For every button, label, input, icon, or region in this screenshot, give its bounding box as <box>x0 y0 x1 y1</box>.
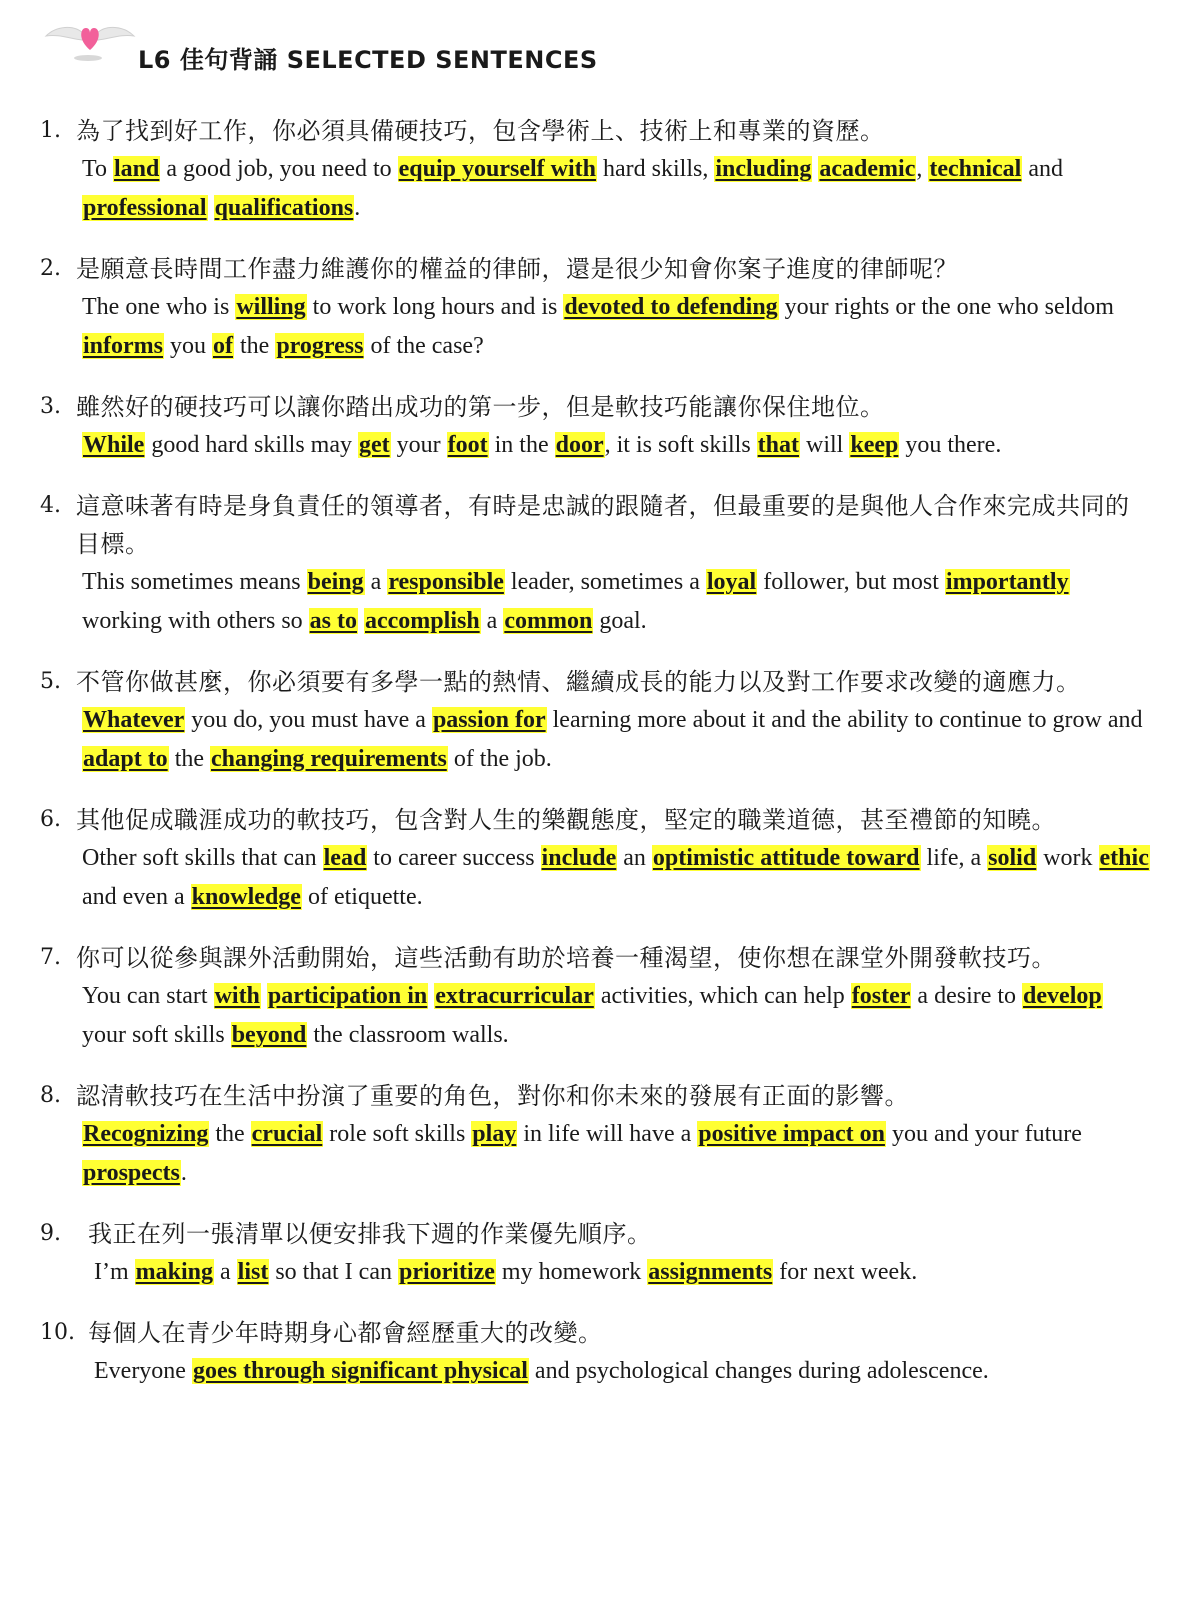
sentence-item <box>40 663 1150 779</box>
highlighted-vocabulary: goes through significant physical <box>192 1358 528 1384</box>
sentence-number: 1. <box>40 118 61 143</box>
sentence-text: the <box>209 1121 251 1147</box>
sentence-text: your rights or the one who seldom <box>778 294 1114 320</box>
sentence-text: the <box>234 333 276 359</box>
highlighted-vocabulary: passion for <box>432 707 546 733</box>
sentence-text: , <box>916 156 929 182</box>
highlighted-vocabulary: crucial <box>251 1121 323 1147</box>
highlighted-vocabulary: include <box>541 845 617 871</box>
sentence-text: a <box>214 1259 237 1285</box>
highlighted-vocabulary: solid <box>988 845 1037 871</box>
highlighted-vocabulary: willing <box>236 294 306 320</box>
english-sentence <box>82 1115 1150 1193</box>
highlighted-vocabulary: While <box>83 432 145 458</box>
highlighted-vocabulary: of <box>213 333 233 359</box>
sentence-item <box>40 250 1150 366</box>
sentence-text: your soft skills <box>82 1022 231 1048</box>
sentence-text: The one who is <box>82 294 236 320</box>
sentence-text: of the job. <box>447 746 552 772</box>
sentence-text: you and your future <box>885 1121 1082 1147</box>
highlighted-vocabulary: accomplish <box>365 608 480 634</box>
sentence-number: 9. <box>40 1221 61 1246</box>
highlighted-vocabulary: foster <box>851 983 911 1009</box>
sentence-number: 5. <box>40 669 61 694</box>
heart-wings-logo <box>44 14 136 64</box>
sentence-text: in life will have a <box>517 1121 698 1147</box>
sentence-text: you do, you must have a <box>185 707 432 733</box>
highlighted-vocabulary: devoted to defending <box>564 294 778 320</box>
highlighted-vocabulary: play <box>472 1121 517 1147</box>
sentence-text: role soft skills <box>323 1121 472 1147</box>
sentence-text: hard skills, <box>597 156 715 182</box>
highlighted-vocabulary: extracurricular <box>435 983 594 1009</box>
highlighted-vocabulary: Whatever <box>83 707 185 733</box>
sentence-text: This sometimes means <box>82 569 307 595</box>
highlighted-vocabulary: lead <box>323 845 367 871</box>
highlighted-vocabulary: professional <box>83 195 207 221</box>
chinese-sentence: 其他促成職涯成功的軟技巧，包含對人生的樂觀態度，堅定的職業道德，甚至禮節的知曉。 <box>76 806 1056 834</box>
sentence-item <box>40 801 1150 917</box>
highlighted-vocabulary: knowledge <box>191 884 301 910</box>
highlighted-vocabulary: being <box>307 569 364 595</box>
sentence-text: , it is soft skills <box>604 432 757 458</box>
highlighted-vocabulary: common <box>504 608 593 634</box>
highlighted-vocabulary: adapt to <box>83 746 168 772</box>
chinese-sentence: 為了找到好工作，你必須具備硬技巧，包含學術上、技術上和專業的資歷。 <box>76 117 885 145</box>
highlighted-vocabulary: changing requirements <box>211 746 447 772</box>
sentence-list <box>40 112 1150 1413</box>
sentence-text: life, a <box>920 845 988 871</box>
sentence-item <box>40 939 1150 1055</box>
english-sentence <box>82 977 1150 1055</box>
sentence-text: my homework <box>495 1259 648 1285</box>
sentence-text: so that I can <box>269 1259 398 1285</box>
sentence-number: 3. <box>40 394 61 419</box>
sentence-text: of the case? <box>364 333 484 359</box>
sentence-text: I’m <box>94 1259 135 1285</box>
sentence-item <box>40 388 1150 465</box>
highlighted-vocabulary: foot <box>447 432 488 458</box>
highlighted-vocabulary: develop <box>1023 983 1102 1009</box>
highlighted-vocabulary: participation in <box>267 983 428 1009</box>
sentence-text: in the <box>488 432 555 458</box>
sentence-text: an <box>617 845 652 871</box>
highlighted-vocabulary: academic <box>819 156 916 182</box>
sentence-text: you <box>164 333 212 359</box>
sentence-text: a <box>364 569 388 595</box>
highlighted-vocabulary: informs <box>83 333 163 359</box>
highlighted-vocabulary: technical <box>929 156 1022 182</box>
highlighted-vocabulary: door <box>555 432 604 458</box>
sentence-text: you there. <box>899 432 1002 458</box>
highlighted-vocabulary: assignments <box>648 1259 773 1285</box>
sentence-text <box>261 983 267 1009</box>
english-sentence <box>82 701 1150 779</box>
sentence-text: for next week. <box>773 1259 918 1285</box>
highlighted-vocabulary: as to <box>309 608 357 634</box>
sentence-number: 2. <box>40 256 61 281</box>
sentence-text: to work long hours and is <box>306 294 564 320</box>
sentence-text: to career success <box>367 845 541 871</box>
sentence-text: a desire to <box>911 983 1023 1009</box>
sentence-text: activities, which can help <box>594 983 851 1009</box>
sentence-text: working with others so <box>82 608 309 634</box>
sentence-text: will <box>800 432 850 458</box>
sentence-text: your <box>390 432 447 458</box>
sentence-number: 7. <box>40 945 61 970</box>
highlighted-vocabulary: making <box>135 1259 214 1285</box>
sentence-text: . <box>354 195 361 221</box>
highlighted-vocabulary: importantly <box>945 569 1069 595</box>
english-sentence <box>94 1352 1150 1391</box>
highlighted-vocabulary: get <box>359 432 390 458</box>
english-sentence <box>82 150 1150 228</box>
sentence-text: and psychological changes during adolescence. <box>528 1358 989 1384</box>
highlighted-vocabulary: loyal <box>706 569 757 595</box>
sentence-item <box>40 487 1150 641</box>
highlighted-vocabulary: qualifications <box>214 195 354 221</box>
chinese-sentence: 不管你做甚麼，你必須要有多學一點的熱情、繼續成長的能力以及對工作要求改變的適應力。 <box>76 668 1081 696</box>
chinese-sentence: 你可以從參與課外活動開始，這些活動有助於培養一種渴望，使你想在課堂外開發軟技巧。 <box>76 944 1056 972</box>
highlighted-vocabulary: prioritize <box>398 1259 495 1285</box>
highlighted-vocabulary: prospects <box>83 1160 180 1186</box>
sentence-text <box>208 195 214 221</box>
highlighted-vocabulary: optimistic attitude toward <box>652 845 920 871</box>
sentence-text: goal. <box>593 608 647 634</box>
highlighted-vocabulary: equip yourself with <box>398 156 597 182</box>
sentence-text: learning more about it and the ability to continue to grow and <box>546 707 1143 733</box>
english-sentence <box>82 288 1150 366</box>
chinese-sentence: 是願意長時間工作盡力維護你的權益的律師，還是很少知會你案子進度的律師呢？ <box>76 255 958 283</box>
sentence-text: a good job, you need to <box>160 156 398 182</box>
sentence-text: and even a <box>82 884 191 910</box>
english-sentence <box>94 1253 1150 1292</box>
highlighted-vocabulary: land <box>113 156 160 182</box>
sentence-item <box>40 112 1150 228</box>
highlighted-vocabulary: including <box>715 156 812 182</box>
sentence-text: You can start <box>82 983 214 1009</box>
chinese-sentence: 每個人在青少年時期身心都會經歷重大的改變。 <box>88 1319 603 1347</box>
sentence-text: a <box>480 608 504 634</box>
highlighted-vocabulary: beyond <box>231 1022 307 1048</box>
sentence-text: Other soft skills that can <box>82 845 323 871</box>
highlighted-vocabulary: positive impact on <box>698 1121 885 1147</box>
highlighted-vocabulary: that <box>757 432 800 458</box>
highlighted-vocabulary: progress <box>276 333 364 359</box>
sentence-text: Everyone <box>94 1358 192 1384</box>
highlighted-vocabulary: ethic <box>1099 845 1149 871</box>
sentence-number: 6. <box>40 807 61 832</box>
sentence-item <box>40 1215 1150 1292</box>
highlighted-vocabulary: Recognizing <box>83 1121 209 1147</box>
sentence-text: follower, but most <box>757 569 945 595</box>
english-sentence <box>82 426 1150 465</box>
sentence-text: work <box>1037 845 1099 871</box>
sentence-item <box>40 1314 1150 1391</box>
sentence-text: and <box>1022 156 1063 182</box>
sentence-text: good hard skills may <box>145 432 358 458</box>
chinese-sentence: 認清軟技巧在生活中扮演了重要的角色，對你和你未來的發展有正面的影響。 <box>76 1082 909 1110</box>
chinese-sentence: 我正在列一張清單以便安排我下週的作業優先順序。 <box>88 1220 652 1248</box>
english-sentence <box>82 563 1150 641</box>
sentence-text: the classroom walls. <box>307 1022 509 1048</box>
chinese-sentence: 雖然好的硬技巧可以讓你踏出成功的第一步，但是軟技巧能讓你保住地位。 <box>76 393 885 421</box>
sentence-text: leader, sometimes a <box>504 569 706 595</box>
highlighted-vocabulary: with <box>214 983 260 1009</box>
sentence-number: 8. <box>40 1083 61 1108</box>
sentence-item <box>40 1077 1150 1193</box>
sentence-number: 4. <box>40 493 61 518</box>
chinese-sentence: 這意味著有時是身負責任的領導者，有時是忠誠的跟隨者，但最重要的是與他人合作來完成共同的目標。 <box>76 492 1130 558</box>
sentence-text: To <box>82 156 113 182</box>
sentence-text: the <box>168 746 211 772</box>
sentence-number: 10. <box>40 1320 75 1345</box>
highlighted-vocabulary: responsible <box>388 569 504 595</box>
highlighted-vocabulary: list <box>237 1259 269 1285</box>
page-title: L6 佳句背誦 SELECTED SENTENCES <box>138 46 598 74</box>
english-sentence <box>82 839 1150 917</box>
highlighted-vocabulary: keep <box>850 432 899 458</box>
sentence-text: of etiquette. <box>301 884 423 910</box>
sentence-text: . <box>180 1160 187 1186</box>
